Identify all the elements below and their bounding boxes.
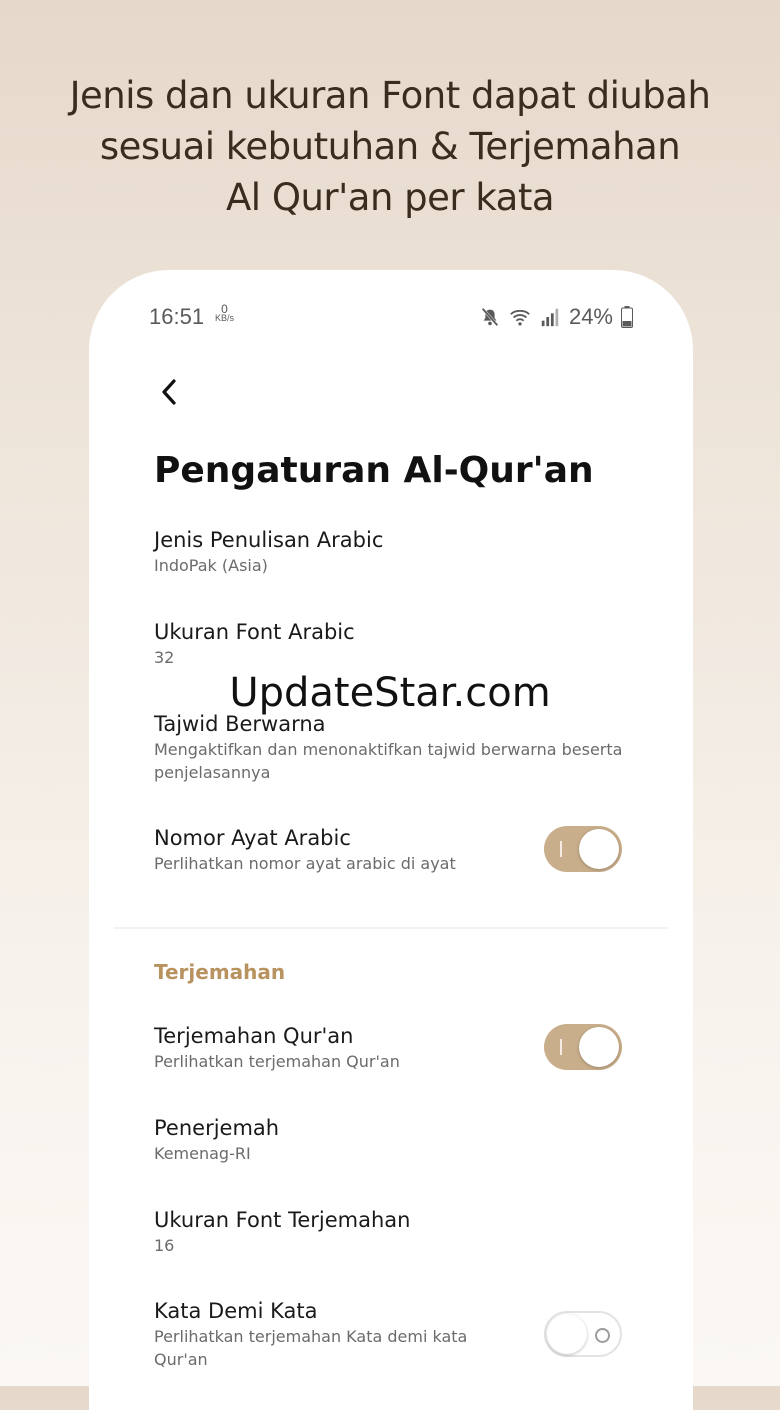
toggle-knob	[579, 1027, 619, 1067]
setting-title: Penerjemah	[154, 1116, 280, 1140]
setting-subtitle: IndoPak (Asia)	[154, 556, 268, 575]
toggle-knob	[547, 1314, 587, 1354]
watermark-text: UpdateStar.com	[229, 670, 551, 716]
setting-subtitle: Perlihatkan terjemahan Kata demi kata Qur'an	[154, 1327, 468, 1369]
promo-headline	[0, 70, 780, 223]
headline-line-3: Al Qur'an per kata	[225, 176, 555, 219]
signal-icon	[539, 306, 561, 328]
phone-screen	[89, 270, 693, 1410]
setting-arabic-font-size[interactable]	[154, 618, 634, 669]
setting-title: Ukuran Font Arabic	[154, 620, 355, 644]
setting-title: Nomor Ayat Arabic	[154, 826, 351, 850]
setting-subtitle: Perlihatkan nomor ayat arabic di ayat	[154, 854, 456, 873]
setting-title: Kata Demi Kata	[154, 1299, 318, 1323]
status-bar	[89, 270, 693, 365]
network-speed	[215, 302, 235, 323]
headline-line-1: Jenis dan ukuran Font dapat diubah	[69, 74, 711, 117]
setting-arabic-script[interactable]	[154, 526, 634, 577]
network-speed-unit: KB/s	[215, 313, 235, 323]
status-time: 16:51	[149, 304, 205, 329]
back-button[interactable]	[151, 374, 187, 410]
battery-icon	[621, 306, 633, 328]
setting-title: Jenis Penulisan Arabic	[154, 528, 384, 552]
setting-title: Tajwid Berwarna	[154, 712, 326, 736]
toggle-off-mark	[595, 1328, 610, 1343]
translation-toggle[interactable]	[544, 1024, 622, 1070]
toggle-on-mark	[560, 1039, 562, 1055]
mute-icon	[479, 306, 501, 328]
setting-title: Ukuran Font Terjemahan	[154, 1208, 411, 1232]
headline-line-2: sesuai kebutuhan & Terjemahan	[99, 125, 681, 168]
verse-number-toggle[interactable]	[544, 826, 622, 872]
setting-translation-font-size[interactable]	[154, 1206, 634, 1257]
section-divider	[114, 927, 668, 929]
toggle-knob	[579, 829, 619, 869]
setting-word-by-word[interactable]	[154, 1297, 524, 1371]
wifi-icon	[509, 306, 531, 328]
word-by-word-toggle[interactable]	[544, 1311, 622, 1357]
toggle-on-mark	[560, 841, 562, 857]
chevron-left-icon	[159, 379, 179, 405]
status-icons	[479, 304, 633, 330]
setting-title: Terjemahan Qur'an	[154, 1024, 354, 1048]
setting-colored-tajwid[interactable]	[154, 710, 624, 784]
battery-percent: 24%	[568, 304, 613, 329]
setting-subtitle: Kemenag-RI	[154, 1144, 251, 1163]
page-title: Pengaturan Al-Qur'an	[154, 450, 594, 491]
network-speed-value: 0	[221, 302, 228, 316]
setting-subtitle: 16	[154, 1236, 175, 1255]
setting-subtitle: Perlihatkan terjemahan Qur'an	[154, 1052, 400, 1071]
section-header-translation: Terjemahan	[154, 960, 286, 984]
setting-subtitle: 32	[154, 648, 175, 667]
setting-subtitle: Mengaktifkan dan menonaktifkan tajwid berwarna beserta penjelasannya	[154, 740, 623, 782]
setting-translator[interactable]	[154, 1114, 634, 1165]
